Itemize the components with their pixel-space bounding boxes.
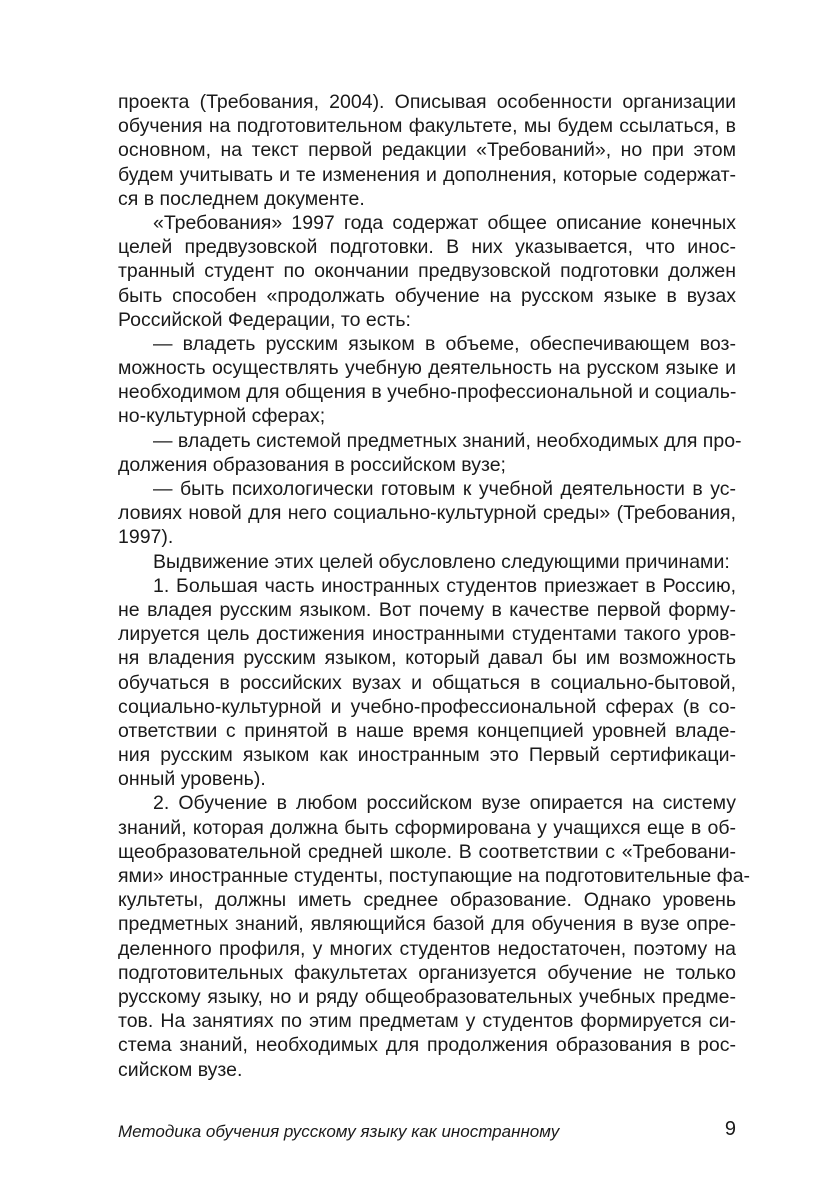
text-line: должения образования в российском вузе; xyxy=(118,453,506,476)
text-line: ния русским языком как иностранным это Первый сертификаци- xyxy=(118,744,736,767)
text-line: сийском вузе. xyxy=(118,1058,243,1081)
text-line: ня владения русским языком, который давал бы им возможность xyxy=(118,647,736,670)
text-line: 1. Большая часть иностранных студентов приезжает в Россию, xyxy=(153,574,736,597)
text-line: Российской Федерации, то есть: xyxy=(118,308,411,331)
text-line: русскому языку, но и ряду общеобразовательных учебных предме- xyxy=(118,985,736,1008)
text-line: но-культурной сферах; xyxy=(118,405,326,428)
text-line: — быть психологически готовым к учебной деятельности в ус- xyxy=(153,478,736,500)
page-number: 9 xyxy=(724,1118,736,1140)
text-line: предметных знаний, являющийся базой для обучения в вузе опре- xyxy=(118,913,736,936)
text-line: 2. Обучение в любом российском вузе опирается на систему xyxy=(153,792,736,815)
text-line: можность осуществлять учебную деятельность на русском языке и xyxy=(118,357,736,380)
text-line: необходимом для общения в учебно-профессиональной и социаль- xyxy=(118,381,737,404)
text-line: тов. На занятиях по этим предметам у студентов формируется си- xyxy=(118,1010,736,1033)
text-line: культеты, должны иметь среднее образование. Однако уровень xyxy=(118,889,736,912)
text-line: целей предвузовской подготовки. В них указывается, что инос- xyxy=(118,236,736,259)
text-line: транный студент по окончании предвузовской подготовки должен xyxy=(118,260,736,283)
text-line: щеобразовательной средней школе. В соответствии с «Требовани- xyxy=(118,840,736,863)
running-footer-title: Методика обучения русскому языку как иностранному xyxy=(118,1122,560,1141)
text-line: проекта (Требования, 2004). Описывая особенности организации xyxy=(118,91,736,113)
text-line: Выдвижение этих целей обусловлено следующими причинами: xyxy=(153,550,730,573)
text-line: деленного профиля, у многих студентов недостаточен, поэтому на xyxy=(118,937,736,960)
text-line: онный уровень). xyxy=(118,768,266,791)
text-line: знаний, которая должна быть сформирована у учащихся еще в об- xyxy=(118,816,736,839)
text-line: подготовительных факультетах организуется обучение не только xyxy=(118,961,736,984)
text-line: ловиях новой для него социально-культурной среды» (Требования, xyxy=(118,502,736,525)
text-line: — владеть системой предметных знаний, необходимых для про- xyxy=(153,429,742,452)
text-line: социально-культурной и учебно-профессиональной сферах (в со- xyxy=(118,695,736,718)
text-line: основном, на текст первой редакции «Требований», но при этом xyxy=(118,139,736,162)
text-line: обучаться в российских вузах и общаться в социально-бытовой, xyxy=(118,671,736,694)
text-line: будем учитывать и те изменения и дополнения, которые содержат- xyxy=(118,163,736,186)
text-line: ответствии с принятой в наше время концепцией уровней владе- xyxy=(118,719,736,742)
text-line: обучения на подготовительном факультете, мы будем ссылаться, в xyxy=(118,115,736,138)
text-line: — владеть русским языком в объеме, обеспечивающем воз- xyxy=(153,332,736,355)
text-line: стема знаний, необходимых для продолжения образования в рос- xyxy=(118,1034,736,1057)
text-line: 1997). xyxy=(118,526,174,549)
text-line: быть способен «продолжать обучение на русском языке в вузах xyxy=(118,284,736,307)
text-line: ся в последнем документе. xyxy=(118,187,365,210)
page-body-text xyxy=(118,90,751,1082)
text-line: ями» иностранные студенты, поступающие на подготовительные фа- xyxy=(118,865,751,887)
text-line: «Требования» 1997 года содержат общее описание конечных xyxy=(153,211,736,234)
text-line: лируется цель достижения иностранными студентами такого уров- xyxy=(118,623,736,646)
text-line: не владея русским языком. Вот почему в качестве первой форму- xyxy=(118,598,736,621)
